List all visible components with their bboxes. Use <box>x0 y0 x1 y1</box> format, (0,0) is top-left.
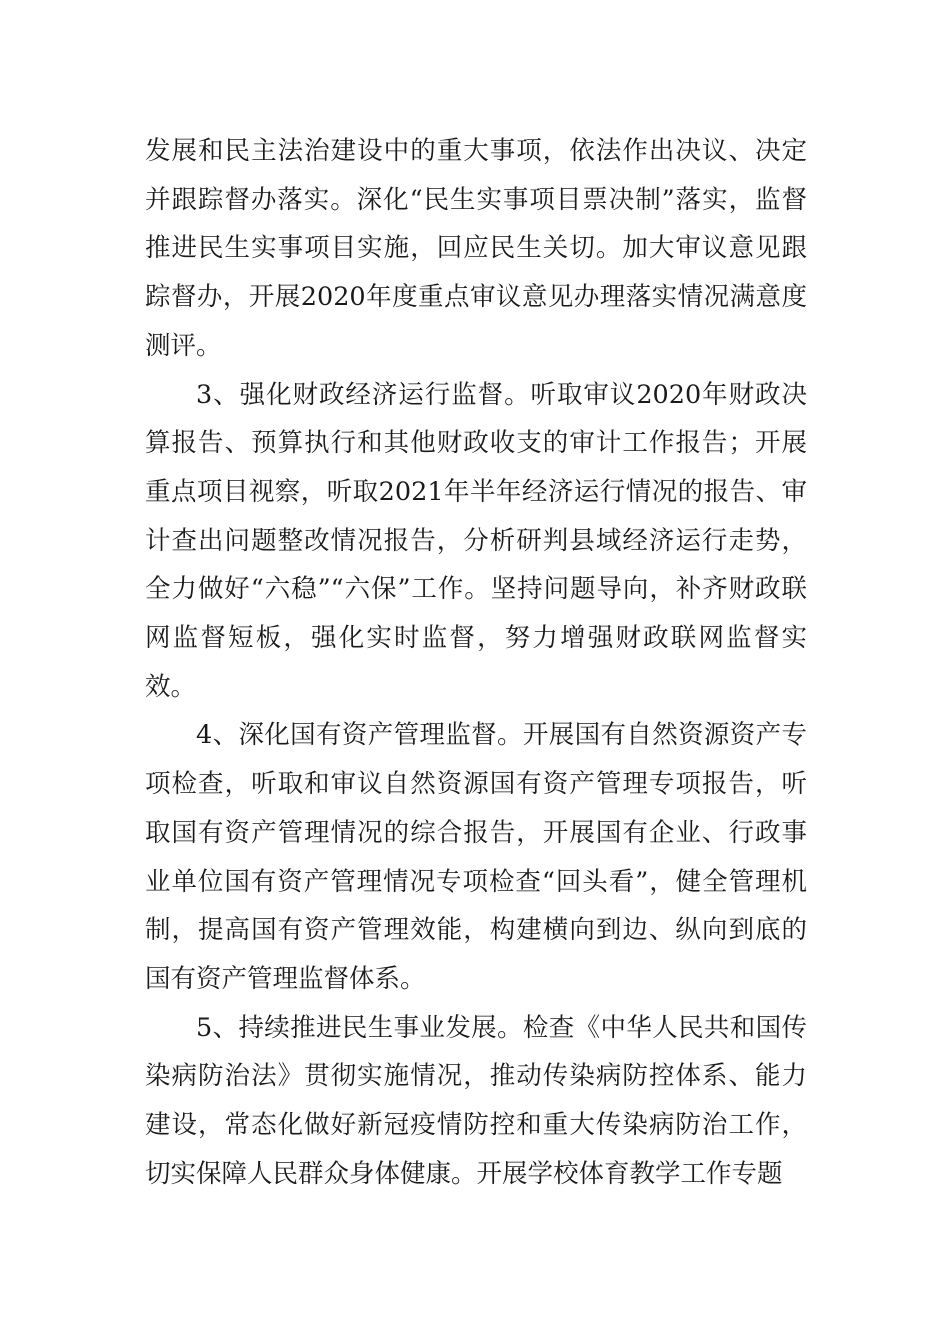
paragraph-continuation: 发展和民主法治建设中的重大事项，依法作出决议、决定并跟踪督办落实。深化“民生实事项目票决制”落实，监督推进民生实事项目实施，回应民生关切。加大审议意见跟踪督办，开展2020年度重点审议意见办理落实情况满意度测评。 <box>145 136 807 361</box>
paragraph-section-5-livelihood-development: 5、持续推进民生事业发展。检查《中华人民共和国传染病防治法》贯彻实施情况，推动传染病防控体系、能力建设，常态化做好新冠疫情防控和重大传染病防治工作，切实保障人民群众身体健康。开展学校体育教学工作专题 <box>145 1012 807 1189</box>
document-body <box>145 127 807 1198</box>
paragraph-section-4-state-assets-supervision: 4、深化国有资产管理监督。开展国有自然资源资产专项检查，听取和审议自然资源国有资产管理专项报告，听取国有资产管理情况的综合报告，开展国有企业、行政事业单位国有资产管理情况专项检查“回头看”，健全管理机制，提高国有资产管理效能，构建横向到边、纵向到底的国有资产管理监督体系。 <box>145 720 807 994</box>
paragraph-section-3-finance-supervision: 3、强化财政经济运行监督。听取审议2020年财政决算报告、预算执行和其他财政收支的审计工作报告；开展重点项目视察，听取2021年半年经济运行情况的报告、审计查出问题整改情况报告，分析研判县域经济运行走势，全力做好“六稳”“六保”工作。坚持问题导向，补齐财政联网监督短板，强化实时监督，努力增强财政联网监督实效。 <box>145 379 807 702</box>
